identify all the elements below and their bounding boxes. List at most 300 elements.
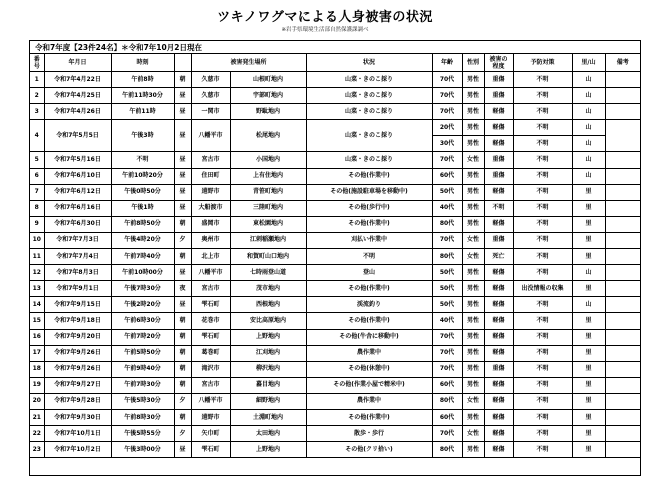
cell-severity: 軽傷 [484,329,513,345]
header-time: 時刻 [111,54,174,72]
cell-age: 80代 [432,216,462,232]
cell-severity: 死亡 [484,249,513,265]
cell-prevention: 不明 [513,442,572,458]
cell-remarks [605,409,640,425]
cell-time: 午前8時 [111,72,174,88]
cell-city: 八幡平市 [191,120,230,152]
cell-date: 令和7年9月30日 [44,409,111,425]
cell-remarks [605,426,640,442]
cell-age: 80代 [432,442,462,458]
cell-age: 70代 [432,232,462,248]
cell-no: 10 [30,232,44,248]
cell-place: 西根地内 [230,297,306,313]
cell-sex: 男性 [462,265,484,281]
cell-time: 午前10時20分 [111,168,174,184]
header-sex: 性別 [462,54,484,72]
cell-no: 14 [30,297,44,313]
cell-age: 70代 [432,361,462,377]
cell-sex: 男性 [462,345,484,361]
cell-no: 23 [30,442,44,458]
cell-date: 令和7年6月30日 [44,216,111,232]
cell-time-of-day: 朝 [174,345,191,361]
cell-situation: 山菜・きのこ採り [306,152,432,168]
cell-severity: 軽傷 [484,120,513,136]
cell-place: 江刈地内 [230,345,306,361]
cell-situation: その他(作業中) [306,216,432,232]
cell-date: 令和7年9月1日 [44,281,111,297]
cell-city: 宮古市 [191,281,230,297]
cell-city: 花巻市 [191,313,230,329]
incident-rows [30,72,640,458]
table-row [30,329,640,345]
cell-time: 午後1時 [111,200,174,216]
cell-time: 午前7時40分 [111,249,174,265]
cell-severity: 軽傷 [484,184,513,200]
cell-remarks [605,184,640,200]
table-row [30,104,640,120]
cell-place: 江刺稲瀬地内 [230,232,306,248]
cell-no: 2 [30,88,44,104]
cell-sex: 女性 [462,249,484,265]
cell-time-of-day: 夜 [174,281,191,297]
cell-sex: 男性 [462,409,484,425]
cell-area: 里 [572,249,605,265]
date-header: 令和7年度【23件24名】＊令和7年10月2日現在 [30,41,640,54]
cell-place: 七時雨登山道 [230,265,306,281]
cell-place: 茂市地内 [230,281,306,297]
cell-remarks [605,88,640,104]
cell-no: 18 [30,361,44,377]
cell-place: 青笹町地内 [230,184,306,200]
cell-area: 山 [572,136,605,152]
cell-time: 午後2時20分 [111,297,174,313]
cell-no: 11 [30,249,44,265]
cell-area: 里 [572,329,605,345]
cell-time-of-day: 昼 [174,265,191,281]
cell-place: 柳沢地内 [230,361,306,377]
cell-sex: 男性 [462,313,484,329]
cell-time-of-day: 昼 [174,200,191,216]
cell-prevention: 不明 [513,200,572,216]
cell-city: 大船渡市 [191,200,230,216]
header-severity [484,54,513,72]
cell-time: 午前8時50分 [111,216,174,232]
cell-sex: 男性 [462,361,484,377]
cell-age: 70代 [432,329,462,345]
table-row [30,442,640,458]
cell-remarks [605,152,640,168]
cell-sex: 男性 [462,184,484,200]
table-row [30,232,640,248]
cell-time-of-day: 昼 [174,120,191,152]
table-row [30,120,640,136]
cell-time-of-day: 夕 [174,426,191,442]
table-row [30,361,640,377]
cell-time: 午後5時55分 [111,426,174,442]
cell-situation: 渓流釣り [306,297,432,313]
cell-time-of-day: 朝 [174,377,191,393]
cell-age: 70代 [432,345,462,361]
cell-place: 土淵町地内 [230,409,306,425]
cell-situation: その他(作業中) [306,313,432,329]
cell-date: 令和7年9月28日 [44,393,111,409]
cell-city: 盛岡市 [191,216,230,232]
cell-no: 21 [30,409,44,425]
cell-date: 令和7年6月16日 [44,200,111,216]
cell-time: 午後7時30分 [111,281,174,297]
cell-area: 山 [572,297,605,313]
cell-sex: 男性 [462,377,484,393]
cell-severity: 重傷 [484,168,513,184]
table-row [30,393,640,409]
cell-prevention: 不明 [513,377,572,393]
cell-situation: その他(牛舎に移動中) [306,329,432,345]
cell-prevention: 不明 [513,216,572,232]
cell-situation: その他(歩行中) [306,200,432,216]
cell-place: 小国地内 [230,152,306,168]
cell-city: 住田町 [191,168,230,184]
cell-severity: 重傷 [484,232,513,248]
cell-date: 令和7年9月26日 [44,345,111,361]
cell-city: 雫石町 [191,329,230,345]
cell-remarks [605,393,640,409]
cell-sex: 男性 [462,88,484,104]
cell-sex: 男性 [462,72,484,88]
cell-age: 70代 [432,88,462,104]
cell-area: 山 [572,265,605,281]
cell-remarks [605,329,640,345]
cell-severity: 不明 [484,200,513,216]
cell-city: 遠野市 [191,184,230,200]
cell-severity: 軽傷 [484,297,513,313]
header-severity-line1: 被害の [489,55,508,63]
cell-remarks [605,232,640,248]
cell-date: 令和7年7月4日 [44,249,111,265]
cell-area: 山 [572,88,605,104]
cell-no: 19 [30,377,44,393]
cell-remarks [605,313,640,329]
table-row [30,313,640,329]
cell-severity: 軽傷 [484,393,513,409]
cell-date: 令和7年9月26日 [44,361,111,377]
cell-prevention: 不明 [513,72,572,88]
cell-time: 午前7時20分 [111,329,174,345]
cell-no: 5 [30,152,44,168]
cell-sex: 男性 [462,216,484,232]
cell-age: 70代 [432,72,462,88]
cell-city: 葛巻町 [191,345,230,361]
cell-severity: 軽傷 [484,265,513,281]
cell-sex: 男性 [462,120,484,136]
cell-severity: 軽傷 [484,216,513,232]
cell-area: 里 [572,345,605,361]
header-severity-line2: 程度 [492,62,505,70]
table-row [30,200,640,216]
cell-no: 13 [30,281,44,297]
table-header-row [30,54,640,72]
cell-situation: 登山 [306,265,432,281]
cell-sex: 女性 [462,232,484,248]
cell-situation: その他(作業小屋で精米中) [306,377,432,393]
cell-sex: 男性 [462,136,484,152]
cell-situation: その他(施設駐車場を移動中) [306,184,432,200]
header-remarks: 備考 [605,54,640,72]
cell-no: 22 [30,426,44,442]
cell-age: 60代 [432,409,462,425]
cell-severity: 重傷 [484,361,513,377]
cell-time: 午後3時 [111,120,174,152]
cell-date: 令和7年10月2日 [44,442,111,458]
table-row [30,72,640,88]
cell-prevention: 不明 [513,393,572,409]
cell-time: 午後4時20分 [111,232,174,248]
cell-city: 雫石町 [191,442,230,458]
cell-area: 里 [572,232,605,248]
cell-situation: 山菜・きのこ採り [306,120,432,152]
cell-place: 細野地内 [230,393,306,409]
header-place: 被害発生場所 [191,54,306,72]
cell-time-of-day: 昼 [174,104,191,120]
cell-date: 令和7年7月3日 [44,232,111,248]
cell-area: 山 [572,104,605,120]
cell-situation: 山菜・きのこ採り [306,88,432,104]
cell-city: 宮古市 [191,152,230,168]
cell-place: 三陸町地内 [230,200,306,216]
cell-age: 80代 [432,393,462,409]
cell-time-of-day: 朝 [174,409,191,425]
cell-severity: 軽傷 [484,426,513,442]
cell-severity: 軽傷 [484,377,513,393]
cell-city: 久慈市 [191,72,230,88]
table-row [30,168,640,184]
cell-time: 不明 [111,152,174,168]
cell-date: 令和7年6月10日 [44,168,111,184]
cell-city: 一関市 [191,104,230,120]
cell-remarks [605,249,640,265]
cell-remarks [605,200,640,216]
cell-sex: 男性 [462,281,484,297]
cell-prevention: 不明 [513,409,572,425]
cell-remarks [605,377,640,393]
cell-date: 令和7年8月3日 [44,265,111,281]
cell-prevention: 不明 [513,297,572,313]
header-prevention: 予防対策 [513,54,572,72]
table-row [30,265,640,281]
cell-place: 安比高原地内 [230,313,306,329]
cell-age: 60代 [432,377,462,393]
cell-date: 令和7年6月12日 [44,184,111,200]
table-row [30,216,640,232]
cell-time-of-day: 朝 [174,72,191,88]
cell-place: 上野地内 [230,329,306,345]
cell-area: 里 [572,377,605,393]
header-situation: 状況 [306,54,432,72]
cell-time-of-day: 朝 [174,216,191,232]
cell-city: 奥州市 [191,232,230,248]
cell-no: 16 [30,329,44,345]
cell-age: 50代 [432,297,462,313]
table-row [30,152,640,168]
cell-date: 令和7年10月1日 [44,426,111,442]
table-row [30,184,640,200]
cell-prevention: 不明 [513,232,572,248]
cell-no: 15 [30,313,44,329]
header-no-line2: 号 [33,62,40,70]
cell-age: 50代 [432,281,462,297]
cell-severity: 重傷 [484,152,513,168]
cell-situation: その他(作業中) [306,409,432,425]
header-time-of-day [174,54,191,72]
cell-prevention: 不明 [513,249,572,265]
table-row [30,249,640,265]
cell-area: 里 [572,361,605,377]
cell-time-of-day: 朝 [174,361,191,377]
cell-city: 北上市 [191,249,230,265]
cell-prevention: 不明 [513,329,572,345]
cell-area: 里 [572,184,605,200]
cell-city: 雫石町 [191,297,230,313]
cell-remarks [605,216,640,232]
cell-date: 令和7年4月22日 [44,72,111,88]
cell-situation: 散歩・歩行 [306,426,432,442]
cell-place: 上野地内 [230,442,306,458]
cell-age: 50代 [432,184,462,200]
cell-city: 宮古市 [191,377,230,393]
cell-city: 遠野市 [191,409,230,425]
cell-date: 令和7年5月16日 [44,152,111,168]
cell-severity: 軽傷 [484,409,513,425]
cell-remarks [605,297,640,313]
cell-prevention: 不明 [513,152,572,168]
cell-age: 30代 [432,136,462,152]
cell-age: 70代 [432,426,462,442]
cell-place: 野駄地内 [230,104,306,120]
cell-time-of-day: 朝 [174,313,191,329]
cell-date: 令和7年9月18日 [44,313,111,329]
cell-area: 里 [572,409,605,425]
cell-age: 70代 [432,104,462,120]
cell-time: 午前7時30分 [111,377,174,393]
cell-prevention: 不明 [513,120,572,136]
cell-situation: 山菜・きのこ採り [306,104,432,120]
cell-place: 宇部町地内 [230,88,306,104]
cell-date: 令和7年9月15日 [44,297,111,313]
cell-time: 午前10時00分 [111,265,174,281]
cell-prevention: 不明 [513,313,572,329]
cell-place: 東松園地内 [230,216,306,232]
cell-place: 上有住地内 [230,168,306,184]
cell-age: 60代 [432,168,462,184]
cell-no: 20 [30,393,44,409]
cell-severity: 軽傷 [484,345,513,361]
page-subtitle: ※岩手県環境生活部自然保護課調べ [281,27,369,33]
cell-time-of-day: 昼 [174,168,191,184]
cell-severity: 軽傷 [484,104,513,120]
cell-remarks [605,72,640,88]
cell-time-of-day: 朝 [174,249,191,265]
header-area: 里/山 [572,54,605,72]
header-date: 年月日 [44,54,111,72]
cell-no: 4 [30,120,44,152]
cell-no: 9 [30,216,44,232]
cell-prevention: 不明 [513,104,572,120]
cell-no: 1 [30,72,44,88]
cell-situation: 農作業中 [306,345,432,361]
cell-no: 7 [30,184,44,200]
cell-remarks [605,168,640,184]
cell-situation: 山菜・きのこ採り [306,72,432,88]
cell-situation: その他(クリ拾い) [306,442,432,458]
cell-severity: 重傷 [484,88,513,104]
cell-age: 40代 [432,313,462,329]
cell-area: 里 [572,216,605,232]
cell-remarks [605,442,640,458]
cell-age: 80代 [432,249,462,265]
cell-time: 午前11時 [111,104,174,120]
cell-prevention: 不明 [513,88,572,104]
header-no-line1: 番 [33,55,40,63]
cell-severity: 軽傷 [484,281,513,297]
incident-table [30,54,640,458]
cell-time: 午後3時00分 [111,442,174,458]
cell-area: 山 [572,72,605,88]
cell-sex: 男性 [462,297,484,313]
cell-date: 令和7年9月20日 [44,329,111,345]
cell-time-of-day: 夕 [174,393,191,409]
cell-sex: 男性 [462,329,484,345]
cell-remarks [605,345,640,361]
cell-sex: 男性 [462,168,484,184]
cell-age: 20代 [432,120,462,136]
cell-situation: 不明 [306,249,432,265]
cell-situation: その他(作業中) [306,281,432,297]
cell-prevention: 不明 [513,361,572,377]
cell-area: 里 [572,200,605,216]
cell-area: 里 [572,442,605,458]
cell-severity: 軽傷 [484,136,513,152]
incident-sheet [29,40,641,476]
cell-time-of-day: 昼 [174,442,191,458]
cell-time-of-day: 夕 [174,232,191,248]
cell-remarks [605,120,640,152]
cell-time: 午前8時30分 [111,409,174,425]
cell-time-of-day: 昼 [174,184,191,200]
cell-place: 太田地内 [230,426,306,442]
table-row [30,409,640,425]
table-row [30,426,640,442]
cell-prevention: 不明 [513,345,572,361]
table-row [30,377,640,393]
cell-area: 里 [572,393,605,409]
cell-city: 滝沢市 [191,361,230,377]
cell-time: 午前6時30分 [111,313,174,329]
cell-sex: 女性 [462,393,484,409]
cell-remarks [605,104,640,120]
table-row [30,297,640,313]
cell-prevention: 不明 [513,265,572,281]
cell-area: 山 [572,120,605,136]
cell-sex: 女性 [462,426,484,442]
table-row [30,88,640,104]
cell-age: 50代 [432,265,462,281]
cell-place: 山根町地内 [230,72,306,88]
cell-city: 八幡平市 [191,265,230,281]
cell-time: 午前9時40分 [111,361,174,377]
cell-area: 山 [572,168,605,184]
cell-remarks [605,281,640,297]
cell-situation: その他(休憩中) [306,361,432,377]
cell-area: 里 [572,313,605,329]
